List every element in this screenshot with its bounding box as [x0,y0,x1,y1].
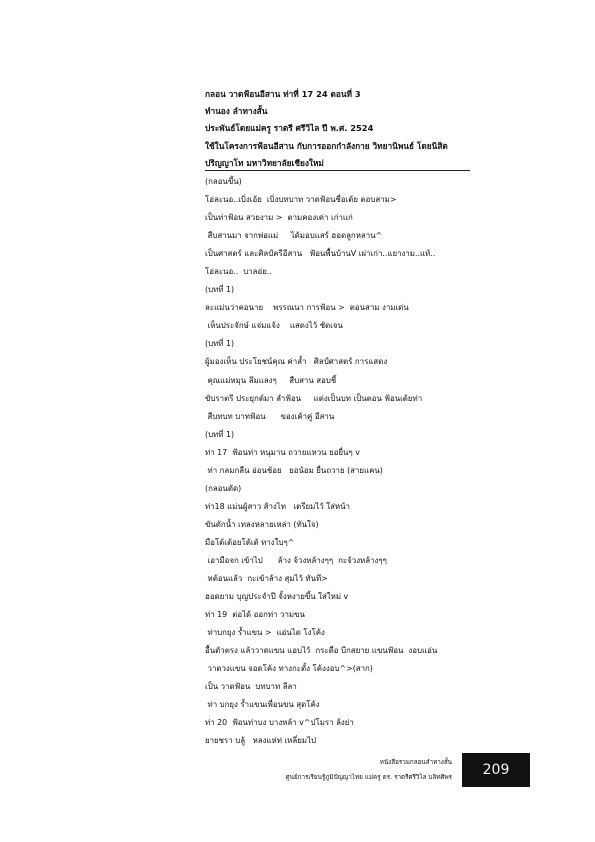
poem-line: เป็น วาดฟ้อน บทบาท ลีลา [205,682,297,692]
poem-line: ท่า 17 ฟ้อนท่า หนุมาน ถวายแหวน ยอยื่นๆ v [205,447,360,457]
poem-line: ผู้มองเห็น ประโยชน์คุณ ค่าล้ำ ศิลป์ศาสตร์ การแสดง [205,357,388,367]
poem-line: มือโต้เต้อยโต้เต้ ทางใบๆ^ [205,537,295,547]
header-melody: ทำนอง ลำทางสั้น [205,106,268,117]
poem-line: สืบทบท บาทฟ้อน ของเค้าคู่ อีสาน [205,411,335,421]
poem-line: วาดวงแขน จอดโค้ง ทางกะตั้ง โค้งงอบ^>(สาก) [205,664,373,674]
header-divider [205,170,470,171]
header-project: ใช้ในโครงการฟ้อนอีสาน กับการออกกำลังกาย วิทยานิพนธ์ โดยนิสิต [205,140,448,151]
header-title: กลอน วาดฟ้อนอีสาน ท่าที่ 17 24 ตอนที่ 3 [205,89,361,99]
poem-line: ท่า 20 ฟ้อนท่าบง บางหล้า v^ปโมรา ล้งย่า [205,718,354,728]
poem-line: เป็นท่าฟ้อน สวยงาม > ตามคองเค่า เก่าแก่ [205,213,353,223]
poem-line: ขับราตรี ประยุกต์มา ลำฟ้อน แต่งเป็นบท เป็นตอน ฟ้อนเต้ยท่า [205,393,423,403]
poem-line: (บทที่ 1) [205,339,235,349]
poem-line: โอ่ละนอ..เบิ่งเอ้ย เบิ่งบทบาท วาดฟ้อนชื่อเต้ย ตอบสาม> [205,195,397,205]
poem-line: เอามือจก เข้าไป ล้าง จ้วงหล้างๆๆ กะจ้วงหล้างๆๆ [205,555,387,565]
poem-line: เห็นประจักษ์ แจ่มแจ้ง แสดงไว้ ชัดเจน [205,321,343,331]
header-author: ประพันธ์โดยแม่ครู ราตรี ศรีวิไล ปี พ.ศ. 2524 [205,123,374,134]
poem-body [205,173,475,751]
poem-line: สืบสานมา จากพ่อแม่ ได้มอบแสร์ ฮอดลูกหลาน^ [205,231,383,241]
poem-line: เป็นศาสตร์ และศิลป์ครีอีสาน ฟ้อนพื้นบ้านV เผ่าเก่า..แยางาม..แท้.. [205,249,436,259]
poem-line: ท่า บกยุง ร้ำแขนเพื่อนขน สุดโค้ง [205,700,320,710]
poem-line: ท่าบกยุง ร้ำแขน > แอ่นได โงโค้ง [205,628,325,638]
poem-line: ยายชรา บลู้ หลงแห่ท่ เหลี่ยมไป [205,736,317,746]
header-block [205,86,475,172]
page-number-box [462,753,530,787]
header-university: ปริญญาโท มหาวิทยาลัยเชียงใหม่ [205,157,324,168]
poem-line: อื้นตัวตรง แล้ววาดแขน แอบไว้ กระดือ บีกสยาย แขนฟ้อน งอบแอ่น [205,646,438,656]
poem-line: ท่า กลมกลืน อ่อนช้อย ยอน้อม ยื่นถวาย (สายแคน) [205,465,383,475]
poem-line: (กลอนตัด) [205,483,242,493]
poem-line: ท่า18 แม่นผู้สาว ส้างไท เตรียมไว้ ใส่หน้า [205,501,350,511]
footer-caption [232,755,452,785]
poem-line: ฮอดยาม บุญประจำปี จั้งหงายขึ้น ใส่ใหม่ v [205,592,349,602]
poem-line: คุณแม่หมุน ลึมแลงๆ สืบสาน สอบชี้ [205,375,337,385]
footer-center-name: ศูนย์การเรียนรู้ภูมิปัญญาไทย แม่ครู ดร. ราตรีศรีวิไล บลิทศิพร [285,774,452,781]
poem-line: โอ่ละนอ.. บาลอ่ย.. [205,267,272,277]
footer-book-title: หนังสือรวมกลอนลำทางสั้น [379,759,452,766]
poem-line: (บทที่ 1) [205,429,235,439]
poem-line: หต้อนแล้ว กะเข้าล้าง สุมไว้ ทันที> [205,574,328,584]
poem-line: ละแม่นว่าคอนาย พรรณนา การฟ้อน > ตอนสาม งามเด่น [205,303,409,313]
poem-line: ขันตักน้ำ เทลงหลายเหล่า (ทันใจ) [205,519,319,529]
page-number: 209 [482,762,510,778]
poem-line: (กลอนขึ้น) [205,177,242,186]
poem-line: (บทที่ 1) [205,285,235,295]
poem-line: ท่า 19 ต่อได้ ออกท่า วามขน [205,610,305,620]
